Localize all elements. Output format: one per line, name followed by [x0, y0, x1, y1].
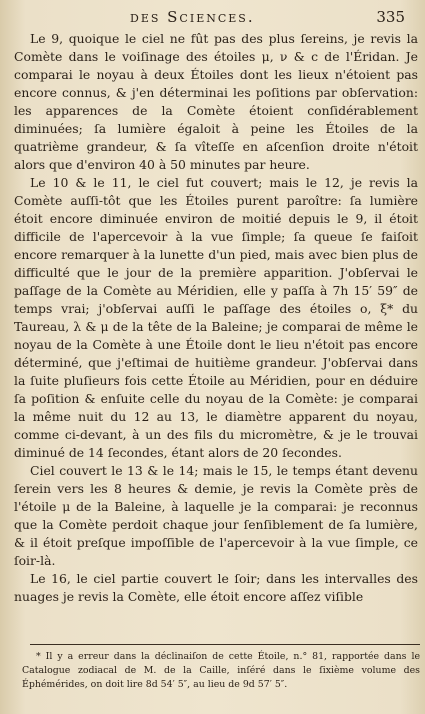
- paragraph-3: Ciel couvert le 13 & le 14; mais le 15, le temps étant devenu ſerein vers les 8 heures & demie, je revis la Comète près de l'étoile μ de la Baleine, à laquelle je la comparai: je reconnus que la Comète perdoit chaque jour ſenſiblement de ſa lumière, & il étoit preſque impoſſible de l'apercevoir à la vue ſimple, ce ſoir-là.: [14, 463, 418, 568]
- paragraph-2: Le 10 & le 11, le ciel fut couvert; mais le 12, je revis la Comète auſſi-tôt que les Étoiles purent paroître: ſa lumière étoit encore diminuée environ de moitié depuis le 9, il étoit difficile de l'apercevoir à la vue ſimple; ſa queue ſe faiſoit encore remarquer à la lunette d'un pied, mais avec bien plus de difficulté que le jour de la première apparition. J'obſervai le paſſage de la Comète au Méridien, elle y paſſa à 7h 15′ 59″ de temps vrai; j'obſervai auſſi le paſſage des étoiles ο, ξ* du Taureau, λ & μ de la tête de la Baleine; je comparai de même le noyau de la Comète à une Étoile dont le lieu n'étoit pas encore déterminé, que j'eſtimai de huitième grandeur. J'obſervai dans la ſuite pluſieurs fois cette Étoile au Méridien, pour en déduire ſa poſition & enſuite celle du noyau de la Comète: je comparai la même nuit du 12 au 13, le diamètre apparent du noyau, comme ci-devant, à un des fils du micromètre, & je le trouvai diminué de 14 ſecondes, étant alors de 20 ſecondes.: [14, 175, 418, 460]
- footnote-divider: [30, 644, 420, 645]
- running-title: des Sciences.: [130, 8, 255, 26]
- paragraph-4: Le 16, le ciel partie couvert le ſoir; dans les intervalles des nuages je revis la Comète, elle étoit encore aſſez viſible: [14, 571, 418, 604]
- body-text: [14, 30, 418, 606]
- footnote-text: * Il y a erreur dans la déclinaiſon de cette Étoile, n.° 81, rapportée dans le Catalogue zodiacal de M. de la Caille, inſéré dans le ſixième volume des Éphémérides, on doit lire 8d 54′ 5″, au lieu de 9d 57′ 5″.: [22, 651, 420, 690]
- page-number: 335: [376, 8, 405, 26]
- running-head: [20, 8, 411, 30]
- paragraph-1: Le 9, quoique le ciel ne fût pas des plus ſereins, je revis la Comète dans le voiſinage des étoiles μ, ν & c de l'Éridan. Je comparai le noyau à deux Étoiles dont les lieux n'étoient pas encore connus, & j'en déterminai les poſitions par obſervation: les apparences de la Comète étoient conſidérablement diminuées; ſa lumière égaloit à peine les Étoiles de la quatrième grandeur, & ſa vîteſſe en aſcenſion droite n'étoit alors que d'environ 40 à 50 minutes par heure.: [14, 31, 418, 172]
- footnote: [22, 650, 420, 692]
